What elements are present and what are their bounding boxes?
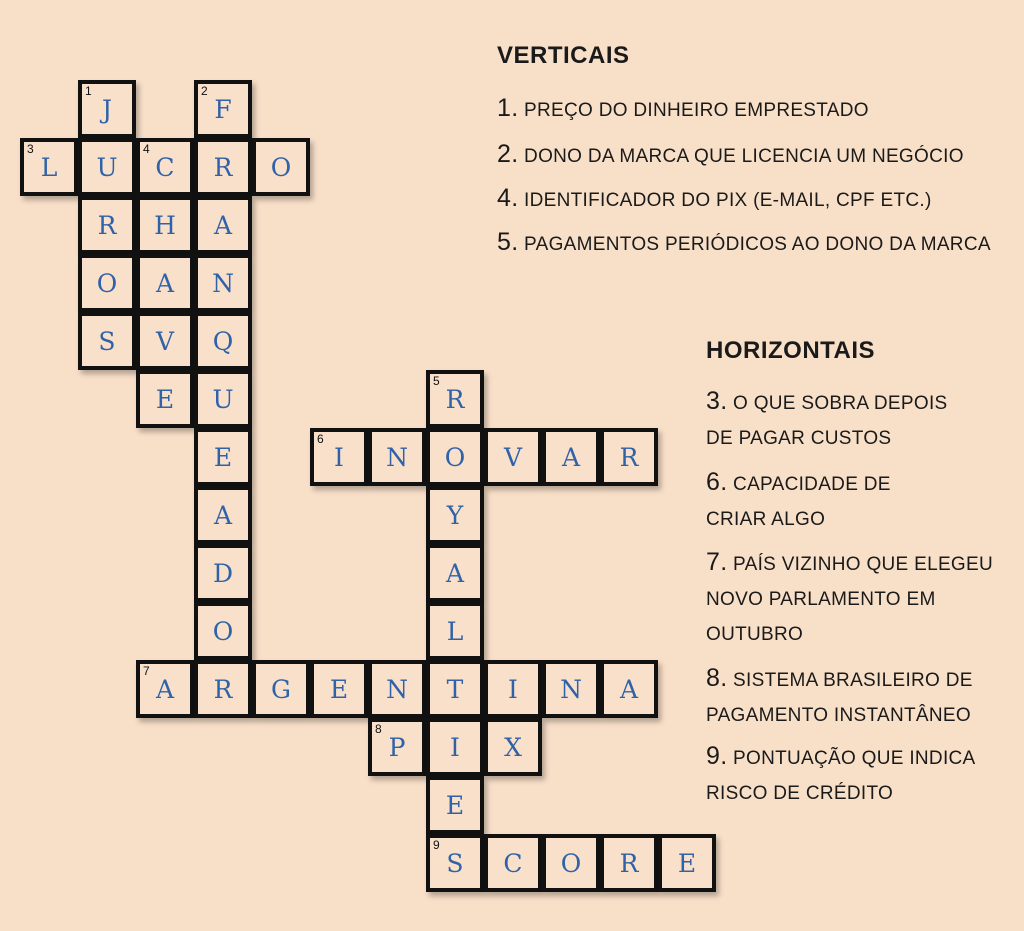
verticais-clue	[497, 91, 869, 128]
crossword-cell[interactable]	[426, 776, 484, 834]
clue-line	[706, 384, 948, 421]
crossword-cell[interactable]	[600, 834, 658, 892]
crossword-cell[interactable]	[426, 660, 484, 718]
verticais-clue	[497, 137, 964, 174]
cell-letter: E	[445, 790, 465, 820]
crossword-cell[interactable]	[194, 544, 252, 602]
clue-text: PAÍS VIZINHO QUE ELEGEU	[733, 554, 993, 575]
cell-letter: R	[213, 152, 233, 182]
cell-letter: Q	[212, 326, 234, 356]
crossword-cell[interactable]	[484, 718, 542, 776]
clue-text: CRIAR ALGO	[706, 509, 826, 530]
clue-number: 7	[143, 664, 150, 678]
clue-text: PONTUAÇÃO QUE INDICA	[733, 748, 976, 769]
crossword-cell[interactable]	[368, 660, 426, 718]
cell-letter: A	[213, 210, 233, 240]
crossword-cell[interactable]	[194, 486, 252, 544]
clue-line	[706, 545, 993, 582]
cell-letter: O	[212, 616, 234, 646]
clue-number: 6	[317, 432, 324, 446]
cell-letter: R	[619, 442, 639, 472]
crossword-cell[interactable]	[194, 312, 252, 370]
clue-line	[497, 225, 991, 262]
clue-number: 3.	[706, 387, 728, 415]
clue-line	[706, 582, 993, 617]
clue-text: SISTEMA BRASILEIRO DE	[733, 670, 973, 691]
crossword-cell[interactable]	[78, 80, 136, 138]
crossword-cell[interactable]	[368, 718, 426, 776]
clue-number: 4	[143, 142, 150, 156]
cell-letter: E	[677, 848, 697, 878]
cell-letter: A	[561, 442, 581, 472]
crossword-cell[interactable]	[484, 428, 542, 486]
horizontais-clue	[706, 661, 973, 733]
clue-number: 2	[201, 84, 208, 98]
clue-line	[706, 421, 948, 456]
cell-letter: T	[446, 674, 464, 704]
cell-letter: G	[271, 674, 291, 704]
clue-number: 9	[433, 838, 440, 852]
clue-line	[706, 776, 976, 811]
crossword-cell[interactable]	[542, 834, 600, 892]
crossword-cell[interactable]	[78, 254, 136, 312]
clue-number: 5	[433, 374, 440, 388]
cell-letter: O	[560, 848, 582, 878]
cell-letter: C	[503, 848, 523, 878]
clue-number: 6.	[706, 468, 728, 496]
crossword-cell[interactable]	[310, 660, 368, 718]
cell-letter: E	[329, 674, 349, 704]
cell-letter: X	[504, 732, 522, 762]
clue-line	[706, 661, 973, 698]
clue-text: NOVO PARLAMENTO EM	[706, 589, 936, 610]
cell-letter: V	[155, 326, 175, 356]
crossword-cell[interactable]	[136, 312, 194, 370]
crossword-cell[interactable]	[136, 138, 194, 196]
cell-letter: F	[214, 94, 232, 124]
cell-letter: U	[96, 152, 118, 182]
crossword-cell[interactable]	[542, 660, 600, 718]
crossword-cell[interactable]	[136, 660, 194, 718]
clue-number: 2.	[497, 140, 519, 168]
crossword-cell[interactable]	[194, 428, 252, 486]
cell-letter: N	[212, 268, 234, 298]
clue-line	[706, 465, 891, 502]
clue-text: PREÇO DO DINHEIRO EMPRESTADO	[524, 100, 869, 121]
cell-letter: L	[446, 616, 464, 646]
cell-letter: A	[213, 500, 233, 530]
crossword-cell[interactable]	[136, 196, 194, 254]
clue-number: 7.	[706, 548, 728, 576]
crossword-cell[interactable]	[484, 660, 542, 718]
cell-letter: R	[445, 384, 465, 414]
cell-letter: I	[508, 674, 518, 704]
clue-number: 1	[85, 84, 92, 98]
verticais-heading: VERTICAIS	[497, 42, 630, 69]
crossword-cell[interactable]	[600, 660, 658, 718]
clue-line	[706, 739, 976, 776]
crossword-cell[interactable]	[426, 834, 484, 892]
cell-letter: I	[450, 732, 460, 762]
clue-text: CAPACIDADE DE	[733, 474, 891, 495]
clue-text: O QUE SOBRA DEPOIS	[733, 393, 948, 414]
crossword-cell[interactable]	[484, 834, 542, 892]
crossword-cell[interactable]	[426, 544, 484, 602]
crossword-cell[interactable]	[252, 660, 310, 718]
cell-letter: L	[40, 152, 58, 182]
crossword-cell[interactable]	[194, 80, 252, 138]
cell-letter: R	[97, 210, 117, 240]
cell-letter: E	[213, 442, 233, 472]
verticais-clue	[497, 225, 991, 262]
cell-letter: J	[101, 94, 113, 124]
crossword-cell[interactable]	[78, 312, 136, 370]
clue-line	[706, 502, 891, 537]
cell-letter: A	[155, 674, 175, 704]
cell-letter: O	[444, 442, 466, 472]
clue-number: 5.	[497, 228, 519, 256]
crossword-cell[interactable]	[252, 138, 310, 196]
clue-number: 4.	[497, 184, 519, 212]
crossword-cell[interactable]	[310, 428, 368, 486]
cell-letter: R	[619, 848, 639, 878]
cell-letter: D	[212, 558, 234, 588]
crossword-cell[interactable]	[20, 138, 78, 196]
clue-text: OUTUBRO	[706, 624, 804, 645]
clue-text: DONO DA MARCA QUE LICENCIA UM NEGÓCIO	[524, 146, 964, 167]
crossword-cell[interactable]	[426, 370, 484, 428]
clue-line	[706, 617, 993, 652]
clue-text: PAGAMENTOS PERIÓDICOS AO DONO DA MARCA	[524, 234, 991, 255]
cell-letter: I	[334, 442, 344, 472]
cell-letter: S	[98, 326, 116, 356]
cell-letter: S	[446, 848, 464, 878]
horizontais-clue	[706, 384, 948, 456]
cell-letter: V	[503, 442, 523, 472]
verticais-clue	[497, 181, 932, 218]
crossword-cell[interactable]	[426, 486, 484, 544]
cell-letter: O	[96, 268, 118, 298]
crossword-cell[interactable]	[600, 428, 658, 486]
clue-number: 9.	[706, 742, 728, 770]
cell-letter: R	[213, 674, 233, 704]
clue-number: 1.	[497, 94, 519, 122]
horizontais-heading: HORIZONTAIS	[706, 337, 876, 364]
cell-letter: N	[386, 442, 408, 472]
clue-number: 3	[27, 142, 34, 156]
crossword-cell[interactable]	[426, 718, 484, 776]
crossword-cell[interactable]	[194, 196, 252, 254]
clue-line	[497, 181, 932, 218]
cell-letter: U	[212, 384, 234, 414]
cell-letter: N	[560, 674, 582, 704]
clue-line	[706, 698, 973, 733]
cell-letter: A	[445, 558, 465, 588]
crossword-cell[interactable]	[136, 370, 194, 428]
crossword-cell[interactable]	[194, 602, 252, 660]
crossword-cell[interactable]	[78, 138, 136, 196]
horizontais-clue	[706, 465, 891, 537]
clue-text: IDENTIFICADOR DO PIX (E-MAIL, CPF ETC.)	[524, 190, 932, 211]
cell-letter: P	[388, 732, 406, 762]
crossword-cell[interactable]	[194, 660, 252, 718]
crossword-cell[interactable]	[136, 254, 194, 312]
clue-number: 8	[375, 722, 382, 736]
crossword-cell[interactable]	[194, 138, 252, 196]
crossword-cell[interactable]	[194, 254, 252, 312]
clue-line	[497, 137, 964, 174]
horizontais-clue	[706, 545, 993, 652]
cell-letter: N	[386, 674, 408, 704]
cell-letter: C	[155, 152, 175, 182]
cell-letter: A	[619, 674, 639, 704]
cell-letter: A	[155, 268, 175, 298]
crossword-cell[interactable]	[78, 196, 136, 254]
clue-text: PAGAMENTO INSTANTÂNEO	[706, 705, 971, 726]
horizontais-clue	[706, 739, 976, 811]
crossword-cell[interactable]	[426, 602, 484, 660]
clue-text: RISCO DE CRÉDITO	[706, 783, 894, 804]
clue-line	[497, 91, 869, 128]
cell-letter: H	[154, 210, 176, 240]
crossword-cell[interactable]	[426, 428, 484, 486]
clue-number: 8.	[706, 664, 728, 692]
cell-letter: Y	[446, 500, 464, 530]
clue-text: DE PAGAR CUSTOS	[706, 428, 892, 449]
crossword-cell[interactable]	[542, 428, 600, 486]
crossword-cell[interactable]	[658, 834, 716, 892]
cell-letter: O	[270, 152, 292, 182]
cell-letter: E	[155, 384, 175, 414]
crossword-cell[interactable]	[194, 370, 252, 428]
crossword-cell[interactable]	[368, 428, 426, 486]
